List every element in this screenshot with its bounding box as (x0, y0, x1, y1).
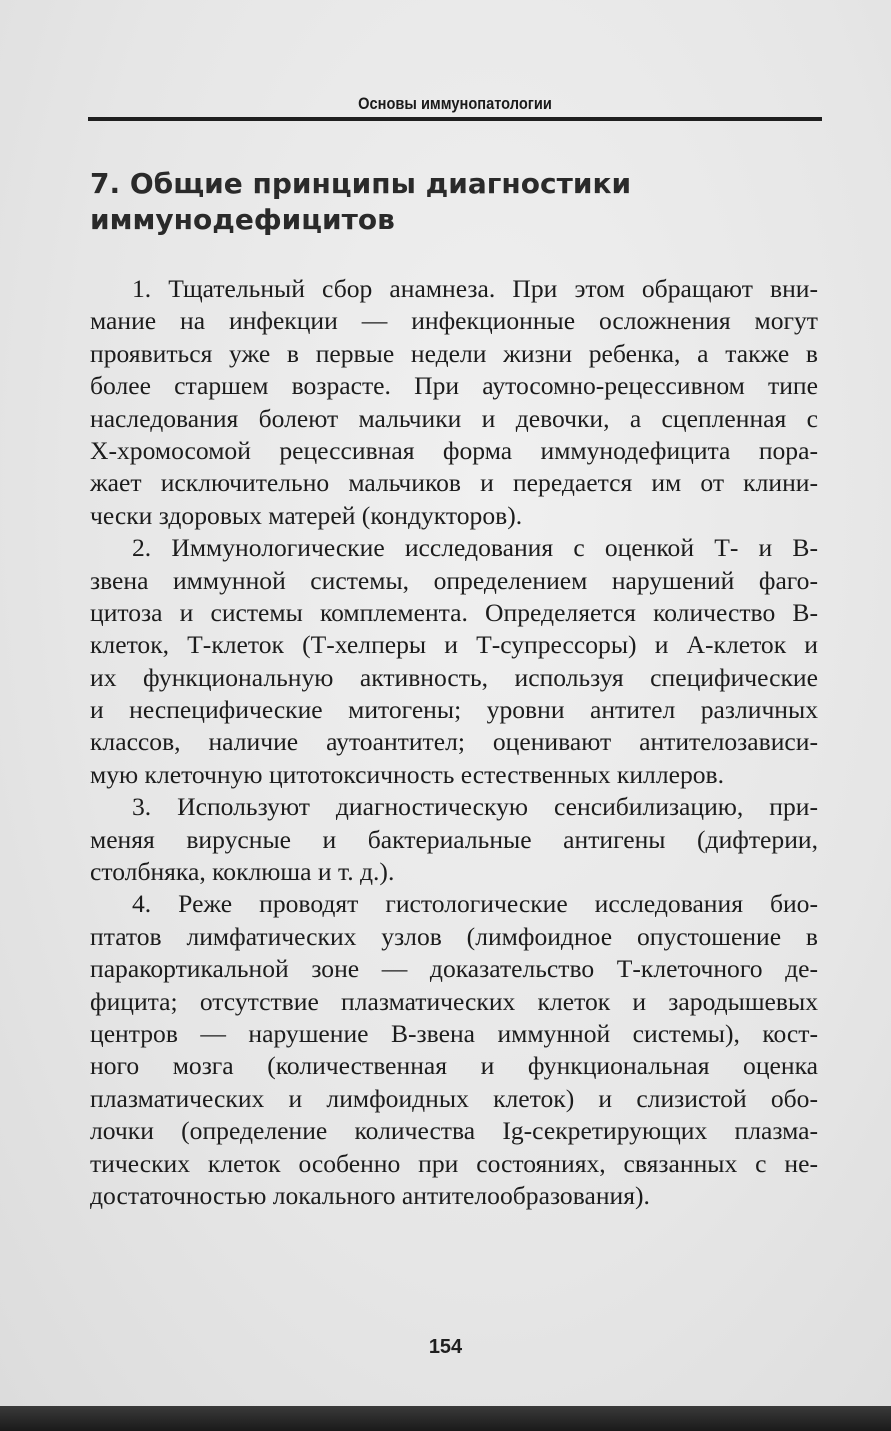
running-head: Основы иммунопатологии (358, 94, 552, 113)
text-line: 2. Иммунологические исследования с оценкой Т- и В- (132, 533, 818, 563)
paragraph-4 (90, 888, 818, 1212)
header-rule (88, 117, 822, 121)
text-line: их функциональную активность, используя специфические (90, 662, 818, 692)
text-line: мую клеточную цитотоксичность естественных киллеров. (90, 759, 725, 789)
text-line: 3. Используют диагностическую сенсибилизацию, при- (132, 792, 818, 822)
text-line: ного мозга (количественная и функциональная оценка (90, 1051, 818, 1081)
text-line: тических клеток особенно при состояниях, связанных с не- (90, 1148, 818, 1178)
text-line: центров — нарушение В-звена иммунной системы), кост- (90, 1018, 818, 1048)
text-line: клеток, Т-клеток (Т-хелперы и Т-супрессоры) и А-клеток и (90, 630, 818, 660)
text-line: меняя вирусные и бактериальные антигены (дифтерии, (90, 824, 818, 854)
chapter-title (90, 166, 810, 238)
text-line: паракортикальной зоне — доказательство Т-клеточного де- (90, 954, 818, 984)
chapter-title-line: 7. Общие принципы диагностики (90, 167, 632, 200)
text-line: плазматических и лимфоидных клеток) и слизистой обо- (90, 1083, 818, 1113)
text-line: лочки (определение количества Ig-секретирующих плазма- (90, 1116, 818, 1146)
text-line: более старшем возрасте. При аутосомно-рецессивном типе (90, 371, 818, 401)
text-line: столбняка, коклюша и т. д.). (90, 857, 395, 887)
text-line: достаточностью локального антителообразования). (90, 1180, 650, 1210)
text-line: 4. Реже проводят гистологические исследования био- (132, 889, 818, 919)
text-line: чески здоровых матерей (кондукторов). (90, 500, 523, 530)
text-line: цитоза и системы комплемента. Определяется количество В- (90, 597, 818, 627)
scan-bottom-edge (0, 1406, 891, 1431)
text-line: Х-хромосомой рецессивная форма иммунодефицита пора- (90, 435, 818, 465)
text-line: проявиться уже в первые недели жизни ребенка, а также в (90, 338, 818, 368)
text-line: звена иммунной системы, определением нарушений фаго- (90, 565, 818, 595)
page-number: 154 (428, 1336, 463, 1358)
paragraph-3 (90, 791, 818, 888)
text-line: птатов лимфатических узлов (лимфоидное опустошение в (90, 921, 818, 951)
text-line: жает исключительно мальчиков и передается им от клини- (90, 468, 818, 498)
text-line: фицита; отсутствие плазматических клеток и зародышевых (90, 986, 818, 1016)
body-text (90, 273, 818, 1212)
paragraph-1 (90, 273, 818, 532)
paragraph-2 (90, 532, 818, 791)
text-line: и неспецифические митогены; уровни антител различных (90, 695, 818, 725)
chapter-title-line: иммунодефицитов (90, 203, 395, 236)
text-line: наследования болеют мальчики и девочки, а сцепленная с (90, 403, 818, 433)
text-line: 1. Тщательный сбор анамнеза. При этом обращают вни- (132, 274, 818, 303)
text-line: классов, наличие аутоантител; оценивают антителозависи- (90, 727, 818, 757)
text-line: мание на инфекции — инфекционные осложнения могут (90, 306, 818, 336)
